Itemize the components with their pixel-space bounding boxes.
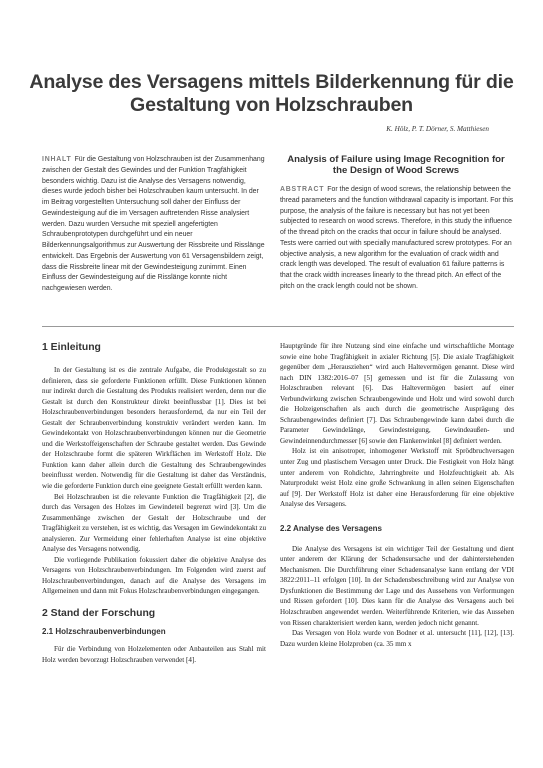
right-column <box>280 341 514 649</box>
paragraph: Bei Holzschrauben ist die relevante Funktion die Tragfähigkeit [2], die durch das Versagen des Holzes im Gewindeteil begrenzt wird [3]. Um die Zusammenhänge zwischen der Gestalt der Holzschraube und der Tragfähigkeit zu verstehen, ist es wichtig, das Versagen im Gewindekontakt zu analysieren. Zur Vermeidung einer fehlerhaften Analyse ist eine objektive Analyse des Versagens notwendig. <box>42 492 266 554</box>
authors: K. Hölz, P. T. Dörner, S. Matthiesen <box>386 125 489 133</box>
paragraph: Die vorliegende Publikation fokussiert daher die objektive Analyse des Versagens von Holzschraubenverbindungen. Im Folgenden wird zuerst auf Holzschraubenverbindungen, danach auf die Analyse des Versagens im Allgemeinen und dann mit Fokus Holzschraubenverbindungen eingegangen. <box>42 555 266 596</box>
english-abstract <box>280 185 514 293</box>
english-title: Analysis of Failure using Image Recognition for the Design of Wood Screws <box>287 154 505 176</box>
abstract-label: ABSTRACT <box>280 186 325 193</box>
heading-holzschraubenverbindungen: 2.1 Holzschraubenverbindungen <box>42 627 166 637</box>
heading-analyse-des-versagens: 2.2 Analyse des Versagens <box>280 523 382 533</box>
paper-title: Analyse des Versagens mittels Bilderkennung für die Gestaltung von Holzschrauben <box>29 71 514 116</box>
inhalt-text: Für die Gestaltung von Holzschrauben ist der Zusammenhang zwischen der Gestalt des Gewindes und der Funktion Tragfähigkeit besonders wichtig. Dazu ist die Analyse des Versagens notwendig, dieses wurde jedoch bisher bei Holzschrauben kaum untersucht. In der im Beitrag vorgestellten Untersuchung soll daher der Einfluss der Gewindesteigung auf die im Versagen auftretenden Risse analysiert werden. Dazu wurden Versuche mit speziell angefertigten Schraubenprototypen durchgeführt und ein neuer Bilderkennungsalgorithmus zur Auswertung der Rissbreite und Risslänge entwickelt. Das Ergebnis der Auswertung von 61 Versagensbildern zeigt, dass die Rissbreite linear mit der Gewindesteigung zunimmt. Einen Einfluss der Gewindesteigung auf die Risslänge konnte nicht nachgewiesen werden. <box>42 156 265 292</box>
heading-einleitung: 1 Einleitung <box>42 342 101 353</box>
abstract-text: For the design of wood screws, the relationship between the thread parameters and the function withdrawal capacity is important. For this purpose, the analysis of the failure is necessary but has not yet been subjected to research on wood screws. Therefore, in this study the influence of the thread pitch on the cracks that occur in failure should be analysed. Tests were carried out with specially manufactured screw prototypes. For an objective analysis, a new algorithm for the evaluation of crack width and crack length was developed. The result of evaluation 61 failure patterns is that the crack width increases linearly to the thread pitch. An effect of the pitch on the crack length could not be shown. <box>280 186 514 290</box>
section-divider <box>42 326 514 327</box>
paragraph: Holz ist ein anisotroper, inhomogener Werkstoff mit Sprödbruchversagen unter Zug und plastischem Versagen unter Druck. Die Festigkeit von Holz hängt unter anderem von Rohdichte, Jahrringbreite und Holzfeuchtigkeit ab. Als Naturprodukt weist Holz eine große Schwankung in allen seinen Eigenschaften auf [9]. Der Werkstoff Holz ist daher eine Herausforderung für eine objektive Analyse des Versagens. <box>280 447 514 509</box>
paragraph: Die Analyse des Versagens ist ein wichtiger Teil der Gestaltung und dient unter anderem der Klärung der Schadensursache und der dahinterstehenden Mechanismen. Die Durchführung einer Schadensanalyse kann entlang der VDI 3822:2011–11 erfolgen [10]. In der Schadensbeschreibung wird zur Analyse von Dysfunktionen die Bestimmung der Lage und des Aussehens von Verformungen und Rissen gefordert [10]. Dies kann für die Analyse des Versagens auch bei Holzschrauben angewendet werden. Weiterführende Kriterien, wie das Aussehen von Rissen charakterisiert werden kann, werden jedoch nicht genannt. <box>280 544 514 627</box>
left-column <box>42 342 266 665</box>
paragraph: In der Gestaltung ist es die zentrale Aufgabe, die Produktgestalt so zu definieren, dass sie geforderte Funktionen erfüllt. Diese Funktionen können nur indirekt durch die Gestaltung des Produkts realisiert werden, denn nur die Gestalt ist durch den Konstrukteur direkt beeinflussbar [1]. Dies ist bei Holzschraubenverbindungen besonders herausfordernd, da nur ein Teil der Gestalt der Schraubenverbindung konstruktiv verändert werden kann. Im Gewindekontakt von Holzschraubenverbindungen können nur die Geometrie und die Werkstoffeigenschaften der Schraube gestaltet werden. Das Gewinde der Holzschraube formt die späteren Wirkflächen im Werkstoff Holz. Die Funktion kann daher allein durch die Gestaltung des Schraubengewindes beeinflusst werden. Notwendig für die Gestaltung ist daher das Verständnis, wie die geforderte Funktion durch eine geeignete Gestalt erfüllt werden kann. <box>42 366 266 491</box>
paragraph: Für die Verbindung von Holzelementen oder Anbauteilen aus Stahl mit Holz werden bevorzugt Holzschrauben verwendet [4]. <box>42 645 266 664</box>
paragraph: Das Versagen von Holz wurde von Bodner et al. untersucht [11], [12], [13]. Dazu wurden kleine Holzproben (ca. 35 mm x <box>280 629 514 648</box>
inhalt-label: INHALT <box>42 156 72 163</box>
heading-stand-der-forschung: 2 Stand der Forschung <box>42 608 156 620</box>
paragraph: Hauptgründe für ihre Nutzung sind eine einfache und wirtschaftliche Montage sowie eine hohe Tragfähigkeit in axialer Richtung [5]. Die axiale Tragfähigkeit gegenüber dem „Herausziehen“ wird auch Haltevermögen genannt. Diese wird nach DIN 1382:2016–07 [5] gemessen und ist für die Zulassung von Holzschrauben relevant [6]. Das Haltevermögen basiert auf einer Verbundwirkung zwischen Schraubengewinde und Holz und wird sowohl durch die Holzeigenschaften als auch durch die geometrische Ausprägung des Schraubengewindes definiert [7]. Das Schraubengewinde kann dabei durch die Parameter Gewindelänge, Gewindesteigung, Gewindeaußen- und Gewindeinnendurchmesser [6] sowie den Flankenwinkel [8] definiert werden. <box>280 342 514 445</box>
german-abstract <box>42 155 266 295</box>
